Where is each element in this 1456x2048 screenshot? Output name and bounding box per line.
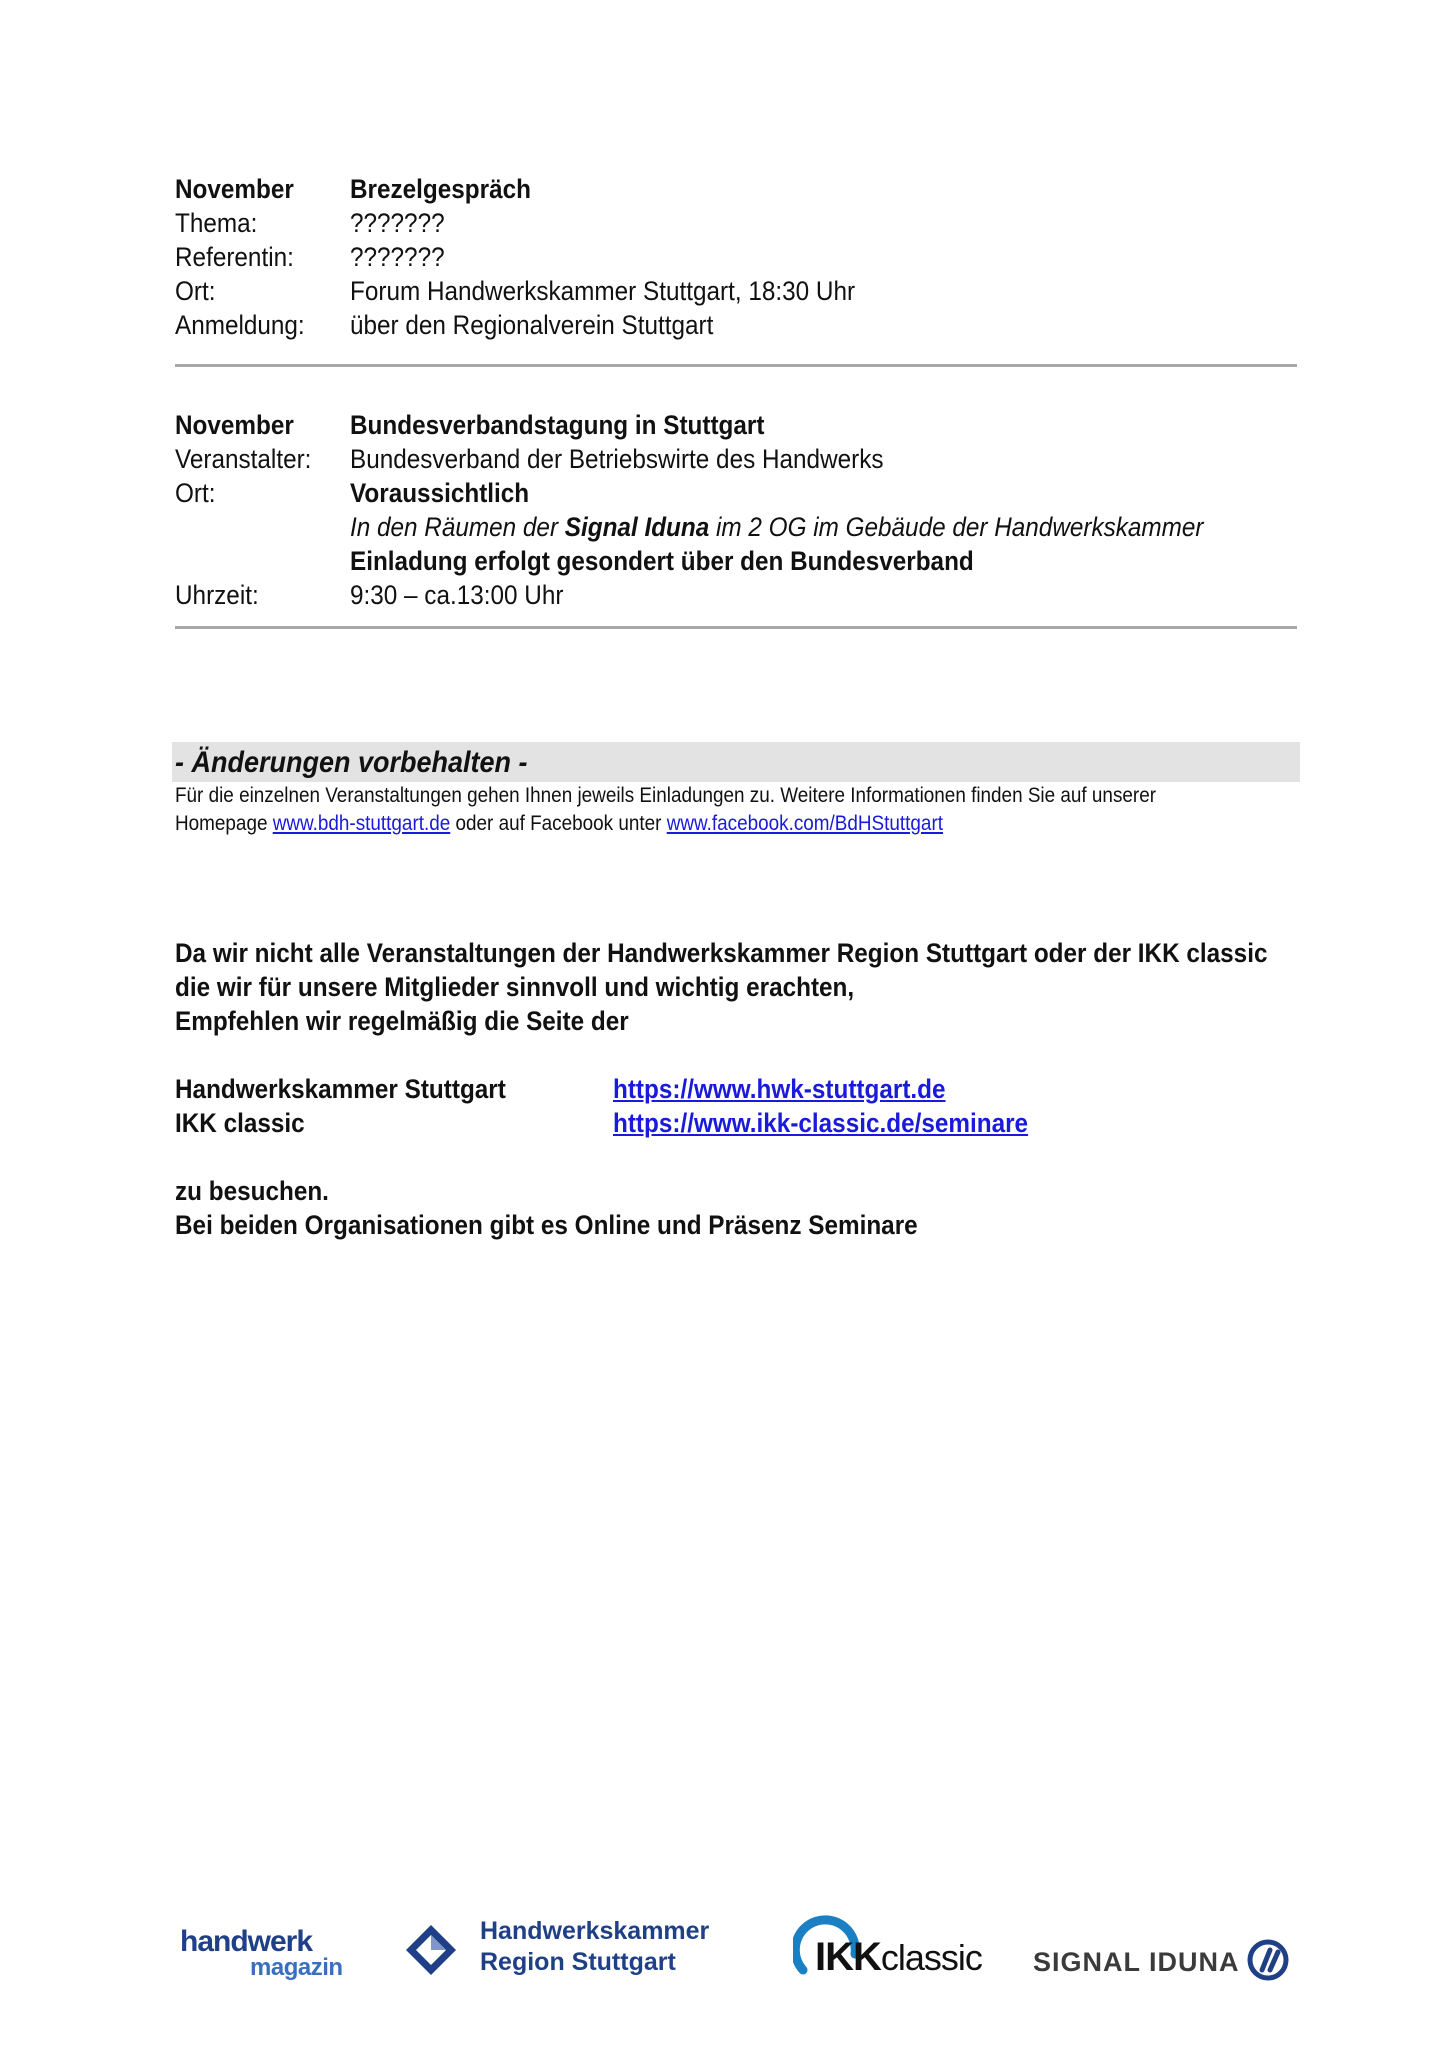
org-2-link[interactable]: https://www.ikk-classic.de/seminare <box>613 1108 1029 1138</box>
hwk-logo-text <box>480 1916 709 1978</box>
event-2-invitation-note: Einladung erfolgt gesondert über den Bundesverband <box>350 546 974 576</box>
event-2-title: Bundesverbandstagung in Stuttgart <box>350 410 765 440</box>
ikk-logo-bold: IKK <box>815 1935 881 1979</box>
event-1-speaker-label: Referentin: <box>175 242 294 272</box>
signal-iduna-text: SIGNAL IDUNA <box>1033 1947 1240 1977</box>
event-2-time: 9:30 – ca.13:00 Uhr <box>350 580 564 610</box>
event-2-location-label: Ort: <box>175 478 216 508</box>
homepage-link[interactable]: www.bdh-stuttgart.de <box>272 812 451 835</box>
event-1-location: Forum Handwerkskammer Stuttgart, 18:30 Uhr <box>350 276 856 306</box>
divider-2 <box>175 626 1297 629</box>
event-2-organizer: Bundesverband der Betriebswirte des Handwerks <box>350 444 884 474</box>
signal-iduna-logo <box>1246 1938 1290 1987</box>
event-2-time-label: Uhrzeit: <box>175 580 259 610</box>
recommendation-line-2: die wir für unsere Mitglieder sinnvoll und wichtig erachten, <box>175 972 855 1002</box>
ikk-logo-light: classic <box>880 1937 982 1978</box>
notice-facebook-prefix: oder auf Facebook unter <box>450 812 667 835</box>
notice-homepage-prefix: Homepage <box>175 812 273 835</box>
event-2-organizer-label: Veranstalter: <box>175 444 312 474</box>
event-1-topic-label: Thema: <box>175 208 258 238</box>
handwerk-magazin-logo <box>180 1925 343 1981</box>
hwk-logo <box>405 1924 457 1981</box>
hwk-logo-line-2: Region Stuttgart <box>480 1948 676 1976</box>
event-1-speaker: ??????? <box>350 242 445 272</box>
closing-line-2: Bei beiden Organisationen gibt es Online und Präsenz Seminare <box>175 1210 918 1240</box>
event-2-month: November <box>175 410 294 440</box>
event-2-location-detail-pre: In den Räumen der <box>350 512 565 542</box>
facebook-link[interactable]: www.facebook.com/BdHStuttgart <box>666 812 943 835</box>
event-1-location-label: Ort: <box>175 276 216 306</box>
divider-1 <box>175 364 1297 367</box>
event-2-location-detail <box>350 510 1204 544</box>
hwk-logo-mark <box>405 1924 457 1976</box>
event-1-registration: über den Regionalverein Stuttgart <box>350 310 714 340</box>
event-1-month: November <box>175 174 294 204</box>
notice-title: - Änderungen vorbehalten - <box>175 746 528 779</box>
signal-iduna-mark <box>1246 1938 1290 1982</box>
event-2-location-detail-post: im 2 OG im Gebäude der Handwerkskammer <box>709 512 1204 542</box>
notice-line-1: Für die einzelnen Veranstaltungen gehen Ihnen jeweils Einladungen zu. Weitere Informationen finden Sie auf unserer <box>175 784 1157 807</box>
org-2-name: IKK classic <box>175 1108 305 1138</box>
hwk-logo-line-1: Handwerkskammer <box>480 1917 710 1945</box>
event-1-title: Brezelgespräch <box>350 174 531 204</box>
event-2-location-detail-bold: Signal Iduna <box>564 512 710 542</box>
recommendation-line-1: Da wir nicht alle Veranstaltungen der Handwerkskammer Region Stuttgart oder der IKK classic <box>175 938 1268 968</box>
recommendation-line-3: Empfehlen wir regelmäßig die Seite der <box>175 1006 629 1036</box>
org-1-name: Handwerkskammer Stuttgart <box>175 1074 506 1104</box>
ikk-logo-text <box>815 1934 982 1981</box>
handwerk-logo-top: handwerk <box>180 1925 313 1958</box>
event-2-location-head: Voraussichtlich <box>350 478 530 508</box>
closing-line-1: zu besuchen. <box>175 1176 329 1206</box>
event-1-topic: ??????? <box>350 208 445 238</box>
org-1-link[interactable]: https://www.hwk-stuttgart.de <box>613 1074 946 1104</box>
event-1-registration-label: Anmeldung: <box>175 310 305 340</box>
notice-line-2 <box>175 810 943 838</box>
handwerk-logo-bottom: magazin <box>250 1954 343 1981</box>
